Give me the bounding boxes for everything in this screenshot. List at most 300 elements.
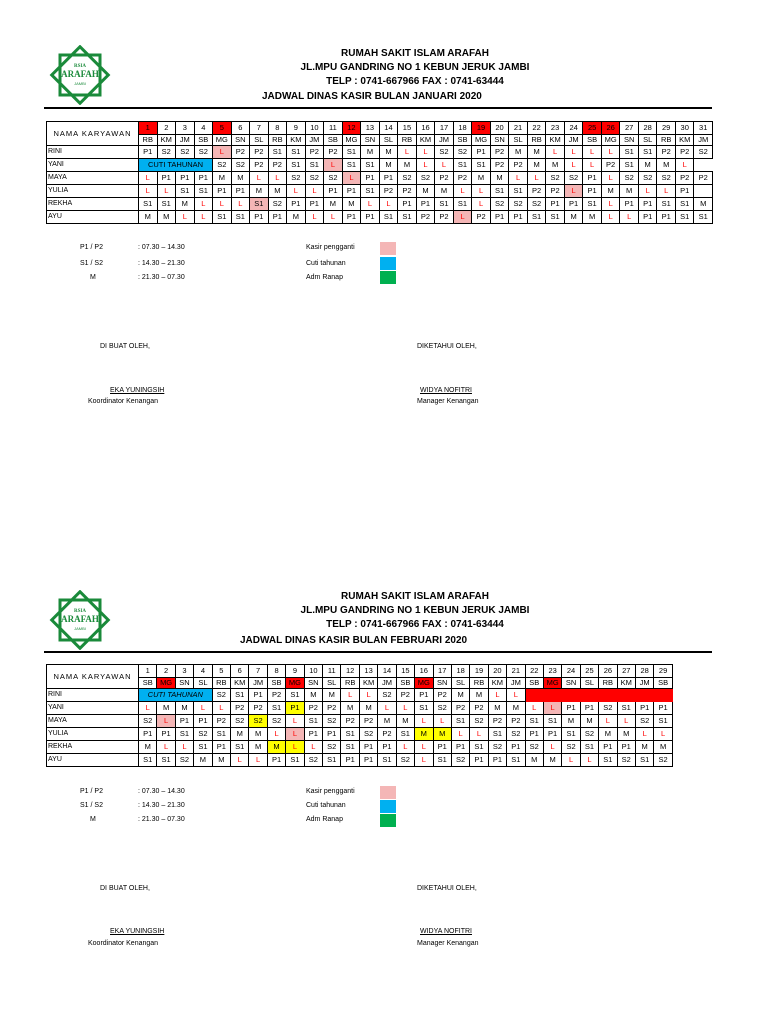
shift-cell: S1 bbox=[396, 728, 414, 741]
shift-cell: P2 bbox=[488, 715, 506, 728]
shift-cell: S1 bbox=[157, 754, 175, 767]
header-rule bbox=[44, 651, 712, 653]
shift-cell: M bbox=[527, 159, 546, 172]
shift-cell: L bbox=[213, 146, 232, 159]
shift-cell: M bbox=[599, 728, 617, 741]
shift-cell: P1 bbox=[583, 172, 602, 185]
day-cell: KM bbox=[675, 135, 694, 146]
hospital-name: RUMAH SAKIT ISLAM ARAFAH bbox=[341, 591, 489, 602]
date-cell: 8 bbox=[267, 665, 285, 678]
shift-cell: M bbox=[323, 689, 341, 702]
shift-cell: S2 bbox=[470, 715, 488, 728]
day-cell: SL bbox=[194, 678, 212, 689]
shift-cell: L bbox=[359, 689, 377, 702]
made-by-name: EKA YUNINGSIH bbox=[110, 928, 165, 935]
shift-cell: P1 bbox=[472, 146, 491, 159]
shift-cell: P1 bbox=[378, 741, 396, 754]
shift-cell: P1 bbox=[433, 741, 451, 754]
date-cell: 16 bbox=[415, 665, 433, 678]
shift-cell: S1 bbox=[635, 754, 653, 767]
shift-cell: M bbox=[583, 211, 602, 224]
shift-cell: S1 bbox=[527, 211, 546, 224]
shift-cell: P2 bbox=[324, 146, 343, 159]
day-cell: SN bbox=[231, 135, 250, 146]
shift-cell: M bbox=[490, 172, 509, 185]
shift-cell: P1 bbox=[451, 741, 469, 754]
shift-cell: L bbox=[415, 754, 433, 767]
shift-cell: P1 bbox=[525, 728, 543, 741]
shift-cell: P2 bbox=[378, 728, 396, 741]
shift-cell: L bbox=[342, 172, 361, 185]
employee-name: RINI bbox=[47, 689, 139, 702]
shift-cell: P2 bbox=[675, 172, 694, 185]
shift-cell: P1 bbox=[304, 728, 322, 741]
shift-cell: P2 bbox=[267, 689, 285, 702]
day-cell: RB bbox=[139, 135, 158, 146]
day-cell: SL bbox=[250, 135, 269, 146]
date-cell: 18 bbox=[451, 665, 469, 678]
employee-row bbox=[47, 211, 713, 224]
shift-cell: S1 bbox=[415, 702, 433, 715]
date-cell: 1 bbox=[139, 122, 158, 135]
employee-name: YANI bbox=[47, 159, 139, 172]
shift-cell: M bbox=[416, 185, 435, 198]
shift-cell: M bbox=[396, 715, 414, 728]
shift-cell: P1 bbox=[213, 185, 232, 198]
shift-cell: M bbox=[527, 146, 546, 159]
date-cell: 17 bbox=[435, 122, 454, 135]
shift-cell: L bbox=[287, 185, 306, 198]
known-by-role: Manager Kenangan bbox=[417, 940, 479, 947]
legend-code: P1 / P2 bbox=[80, 788, 103, 795]
shift-cell: P1 bbox=[617, 741, 635, 754]
employee-row bbox=[47, 146, 713, 159]
shift-cell: P1 bbox=[249, 689, 267, 702]
shift-cell: L bbox=[194, 211, 213, 224]
made-by-role: Koordinator Kenangan bbox=[88, 398, 159, 405]
shift-cell: S1 bbox=[213, 211, 232, 224]
shift-cell: M bbox=[304, 689, 322, 702]
day-cell: SL bbox=[323, 678, 341, 689]
shift-cell: S1 bbox=[286, 754, 304, 767]
shift-cell: S2 bbox=[324, 172, 343, 185]
day-cell: KM bbox=[157, 135, 176, 146]
shift-cell: L bbox=[657, 185, 676, 198]
shift-cell: P1 bbox=[507, 741, 525, 754]
legend-code: P1 / P2 bbox=[80, 244, 103, 251]
day-cell: SN bbox=[361, 135, 380, 146]
shift-cell: P1 bbox=[139, 728, 157, 741]
shift-cell: L bbox=[601, 172, 620, 185]
shift-cell: L bbox=[415, 741, 433, 754]
date-cell: 6 bbox=[231, 665, 249, 678]
shift-cell: P1 bbox=[564, 198, 583, 211]
shift-cell: S2 bbox=[157, 146, 176, 159]
shift-cell: M bbox=[620, 185, 639, 198]
shift-cell: M bbox=[341, 702, 359, 715]
day-cell: RB bbox=[398, 135, 417, 146]
date-cell: 9 bbox=[286, 665, 304, 678]
shift-cell: L bbox=[231, 198, 250, 211]
day-cell: MG bbox=[543, 678, 561, 689]
shift-cell: S2 bbox=[525, 741, 543, 754]
name-column-header: NAMA KARYAWAN bbox=[47, 122, 139, 146]
date-cell: 10 bbox=[304, 665, 322, 678]
date-cell: 20 bbox=[490, 122, 509, 135]
shift-cell: P1 bbox=[361, 172, 380, 185]
date-cell: 17 bbox=[433, 665, 451, 678]
shift-cell: P1 bbox=[324, 185, 343, 198]
shift-cell: L bbox=[398, 146, 417, 159]
day-cell: SB bbox=[194, 135, 213, 146]
employee-row bbox=[47, 702, 673, 715]
shift-cell: L bbox=[139, 702, 157, 715]
date-cell: 10 bbox=[305, 122, 324, 135]
shift-cell bbox=[599, 689, 617, 702]
shift-cell: P2 bbox=[453, 172, 472, 185]
day-cell: JM bbox=[564, 135, 583, 146]
shift-cell: S2 bbox=[416, 172, 435, 185]
shift-cell: S2 bbox=[490, 198, 509, 211]
day-cell: RB bbox=[470, 678, 488, 689]
shift-cell: S2 bbox=[398, 172, 417, 185]
shift-cell: L bbox=[564, 146, 583, 159]
shift-cell: L bbox=[396, 741, 414, 754]
logo-star-icon bbox=[42, 590, 118, 650]
date-cell: 27 bbox=[617, 665, 635, 678]
date-cell: 16 bbox=[416, 122, 435, 135]
shift-cell: P1 bbox=[157, 728, 175, 741]
legend-label: Cuti tahunan bbox=[306, 802, 346, 809]
hospital-name: RUMAH SAKIT ISLAM ARAFAH bbox=[341, 48, 489, 59]
date-cell: 25 bbox=[583, 122, 602, 135]
shift-cell: M bbox=[212, 754, 230, 767]
date-cell: 9 bbox=[287, 122, 306, 135]
shift-cell: L bbox=[507, 689, 525, 702]
shift-cell: L bbox=[194, 702, 212, 715]
shift-cell: L bbox=[453, 185, 472, 198]
shift-cell: M bbox=[342, 198, 361, 211]
shift-cell: P2 bbox=[433, 689, 451, 702]
made-by-caption: DI BUAT OLEH, bbox=[100, 343, 150, 350]
header-block bbox=[200, 590, 630, 646]
day-cell: SB bbox=[267, 678, 285, 689]
shift-cell: M bbox=[361, 146, 380, 159]
shift-cell: P2 bbox=[675, 146, 694, 159]
shift-cell: S1 bbox=[342, 159, 361, 172]
shift-cell: S1 bbox=[620, 159, 639, 172]
shift-cell: L bbox=[176, 211, 195, 224]
day-cell: MG bbox=[601, 135, 620, 146]
shift-cell: M bbox=[488, 702, 506, 715]
shift-cell: L bbox=[580, 754, 598, 767]
date-cell: 15 bbox=[396, 665, 414, 678]
shift-cell: S2 bbox=[546, 172, 565, 185]
shift-cell: M bbox=[398, 159, 417, 172]
shift-cell: S1 bbox=[287, 159, 306, 172]
shift-cell: S1 bbox=[304, 715, 322, 728]
day-cell: KM bbox=[617, 678, 635, 689]
date-cell: 7 bbox=[250, 122, 269, 135]
shift-cell: P1 bbox=[416, 198, 435, 211]
date-cell: 31 bbox=[694, 122, 713, 135]
shift-cell: P2 bbox=[694, 172, 713, 185]
legend-time: : 07.30 – 14.30 bbox=[138, 788, 185, 795]
hospital-address: JL.MPU GANDRING NO 1 KEBUN JERUK JAMBI bbox=[300, 62, 530, 73]
date-cell: 28 bbox=[635, 665, 653, 678]
employee-name: YULIA bbox=[47, 185, 139, 198]
employee-name: REKHA bbox=[47, 741, 139, 754]
date-row bbox=[47, 122, 713, 135]
shift-cell: L bbox=[157, 185, 176, 198]
shift-cell: L bbox=[415, 715, 433, 728]
shift-cell: L bbox=[599, 715, 617, 728]
shift-cell: M bbox=[617, 728, 635, 741]
shift-cell: M bbox=[324, 198, 343, 211]
shift-cell: P2 bbox=[231, 702, 249, 715]
day-cell: RB bbox=[212, 678, 230, 689]
day-cell: SL bbox=[509, 135, 528, 146]
date-cell: 18 bbox=[453, 122, 472, 135]
shift-cell: L bbox=[583, 146, 602, 159]
shift-cell: S1 bbox=[620, 146, 639, 159]
date-cell: 24 bbox=[562, 665, 580, 678]
shift-cell: M bbox=[231, 172, 250, 185]
shift-cell: S1 bbox=[139, 754, 157, 767]
shift-cell: S2 bbox=[433, 702, 451, 715]
shift-cell: M bbox=[580, 715, 598, 728]
logo-star-icon bbox=[42, 45, 118, 105]
employee-row bbox=[47, 728, 673, 741]
shift-cell: S1 bbox=[361, 159, 380, 172]
shift-cell: L bbox=[139, 172, 158, 185]
shift-cell: S1 bbox=[583, 198, 602, 211]
shift-cell: L bbox=[341, 689, 359, 702]
shift-cell: P1 bbox=[176, 172, 195, 185]
shift-cell: M bbox=[268, 185, 287, 198]
shift-cell: M bbox=[654, 741, 672, 754]
shift-cell: S1 bbox=[488, 728, 506, 741]
shift-cell: P1 bbox=[267, 754, 285, 767]
shift-cell bbox=[580, 689, 598, 702]
shift-cell: P1 bbox=[323, 728, 341, 741]
legend-time: : 07.30 – 14.30 bbox=[138, 244, 185, 251]
day-cell: KM bbox=[488, 678, 506, 689]
shift-cell: M bbox=[213, 172, 232, 185]
shift-cell: P1 bbox=[231, 185, 250, 198]
shift-cell: L bbox=[583, 159, 602, 172]
date-cell: 12 bbox=[342, 122, 361, 135]
shift-cell: L bbox=[488, 689, 506, 702]
legend-code: M bbox=[90, 816, 96, 823]
shift-cell: M bbox=[472, 172, 491, 185]
shift-cell: L bbox=[638, 185, 657, 198]
shift-cell: S2 bbox=[635, 715, 653, 728]
shift-cell: M bbox=[509, 146, 528, 159]
date-cell: 23 bbox=[546, 122, 565, 135]
shift-cell: S1 bbox=[250, 198, 269, 211]
shift-cell: L bbox=[194, 198, 213, 211]
shift-cell: L bbox=[509, 172, 528, 185]
shift-cell: S2 bbox=[231, 715, 249, 728]
shift-cell: P1 bbox=[583, 185, 602, 198]
shift-cell: L bbox=[231, 754, 249, 767]
shift-cell: P1 bbox=[359, 754, 377, 767]
shift-cell: S1 bbox=[286, 689, 304, 702]
shift-cell: S1 bbox=[453, 159, 472, 172]
shift-cell: S2 bbox=[176, 146, 195, 159]
shift-cell: M bbox=[415, 728, 433, 741]
shift-cell: M bbox=[601, 185, 620, 198]
date-cell: 24 bbox=[564, 122, 583, 135]
date-cell: 5 bbox=[212, 665, 230, 678]
shift-cell bbox=[562, 689, 580, 702]
shift-cell: L bbox=[601, 198, 620, 211]
day-cell: SB bbox=[396, 678, 414, 689]
shift-cell: P2 bbox=[601, 159, 620, 172]
shift-cell: S2 bbox=[323, 741, 341, 754]
shift-cell: L bbox=[564, 185, 583, 198]
shift-cell: S2 bbox=[451, 754, 469, 767]
shift-cell: S1 bbox=[451, 715, 469, 728]
shift-cell: L bbox=[601, 211, 620, 224]
shift-cell: S2 bbox=[507, 728, 525, 741]
shift-cell: P2 bbox=[396, 689, 414, 702]
shift-cell: S1 bbox=[435, 198, 454, 211]
shift-cell: P1 bbox=[157, 172, 176, 185]
shift-cell: P2 bbox=[470, 702, 488, 715]
shift-cell: M bbox=[638, 159, 657, 172]
shift-cell: P2 bbox=[435, 172, 454, 185]
schedule-table bbox=[46, 121, 713, 224]
shift-cell: P2 bbox=[416, 211, 435, 224]
shift-cell: S2 bbox=[268, 198, 287, 211]
shift-cell: L bbox=[472, 198, 491, 211]
hospital-phone: TELP : 0741-667966 FAX : 0741-63444 bbox=[326, 619, 504, 630]
shift-cell: P1 bbox=[654, 702, 672, 715]
shift-cell: P1 bbox=[638, 211, 657, 224]
shift-cell: M bbox=[379, 159, 398, 172]
shift-cell: M bbox=[359, 702, 377, 715]
shift-cell: S1 bbox=[562, 728, 580, 741]
shift-cell: L bbox=[324, 211, 343, 224]
shift-cell: L bbox=[470, 728, 488, 741]
shift-cell: P1 bbox=[488, 754, 506, 767]
shift-cell: P1 bbox=[286, 702, 304, 715]
shift-cell: S2 bbox=[396, 754, 414, 767]
shift-cell: L bbox=[527, 172, 546, 185]
shift-cell: S2 bbox=[527, 198, 546, 211]
shift-cell: S2 bbox=[638, 172, 657, 185]
shift-cell: S1 bbox=[157, 198, 176, 211]
shift-cell: L bbox=[379, 198, 398, 211]
shift-cell: S1 bbox=[675, 198, 694, 211]
shift-cell: S2 bbox=[694, 146, 713, 159]
shift-cell: S1 bbox=[657, 198, 676, 211]
shift-cell: S2 bbox=[249, 715, 267, 728]
shift-cell: L bbox=[213, 198, 232, 211]
shift-cell: S2 bbox=[617, 754, 635, 767]
date-cell: 14 bbox=[378, 665, 396, 678]
shift-cell: P1 bbox=[305, 198, 324, 211]
made-by-role: Koordinator Kenangan bbox=[88, 940, 159, 947]
shift-cell: L bbox=[617, 715, 635, 728]
shift-cell bbox=[654, 689, 672, 702]
shift-cell: P1 bbox=[287, 198, 306, 211]
shift-cell: P2 bbox=[507, 715, 525, 728]
shift-cell: S2 bbox=[304, 754, 322, 767]
date-cell: 19 bbox=[470, 665, 488, 678]
shift-cell: P1 bbox=[657, 211, 676, 224]
shift-cell: P1 bbox=[341, 754, 359, 767]
shift-cell: S2 bbox=[359, 728, 377, 741]
shift-cell: S1 bbox=[490, 185, 509, 198]
day-cell: SN bbox=[620, 135, 639, 146]
shift-cell: M bbox=[267, 741, 285, 754]
shift-cell: L bbox=[675, 159, 694, 172]
day-cell: RB bbox=[657, 135, 676, 146]
shift-cell: S2 bbox=[231, 159, 250, 172]
header-rule bbox=[44, 107, 712, 109]
shift-cell: M bbox=[176, 198, 195, 211]
shift-cell: P1 bbox=[398, 198, 417, 211]
shift-cell: L bbox=[175, 741, 193, 754]
date-cell: 3 bbox=[176, 122, 195, 135]
day-cell: KM bbox=[287, 135, 306, 146]
shift-cell: P2 bbox=[490, 146, 509, 159]
day-cell: SN bbox=[562, 678, 580, 689]
shift-cell: L bbox=[435, 159, 454, 172]
shift-cell: P1 bbox=[562, 702, 580, 715]
day-cell: KM bbox=[359, 678, 377, 689]
shift-cell: S1 bbox=[323, 754, 341, 767]
day-cell: SL bbox=[451, 678, 469, 689]
day-cell: RB bbox=[599, 678, 617, 689]
shift-cell: S1 bbox=[654, 715, 672, 728]
shift-cell: P2 bbox=[509, 159, 528, 172]
shift-cell: P1 bbox=[638, 198, 657, 211]
day-cell: SB bbox=[453, 135, 472, 146]
shift-cell: L bbox=[305, 211, 324, 224]
legend-label: Cuti tahunan bbox=[306, 260, 346, 267]
hospital-logo bbox=[42, 590, 118, 650]
shift-cell: S1 bbox=[433, 754, 451, 767]
day-cell: MG bbox=[157, 678, 175, 689]
shift-cell: S2 bbox=[620, 172, 639, 185]
leave-cell: CUTI TAHUNAN bbox=[139, 689, 213, 702]
day-row bbox=[47, 135, 713, 146]
day-cell: RB bbox=[341, 678, 359, 689]
date-cell: 3 bbox=[175, 665, 193, 678]
shift-cell: M bbox=[657, 159, 676, 172]
shift-cell: S2 bbox=[323, 715, 341, 728]
shift-cell: M bbox=[287, 211, 306, 224]
shift-cell: P1 bbox=[212, 741, 230, 754]
date-cell: 26 bbox=[601, 122, 620, 135]
hospital-logo bbox=[42, 45, 118, 105]
shift-cell: L bbox=[324, 159, 343, 172]
shift-cell: L bbox=[157, 715, 175, 728]
date-cell: 6 bbox=[231, 122, 250, 135]
shift-cell: S1 bbox=[378, 754, 396, 767]
date-cell: 2 bbox=[157, 665, 175, 678]
shift-cell: S1 bbox=[212, 728, 230, 741]
date-cell: 8 bbox=[268, 122, 287, 135]
day-cell: JM bbox=[507, 678, 525, 689]
legend-swatch-blue bbox=[380, 257, 396, 270]
shift-cell: S2 bbox=[212, 689, 230, 702]
shift-cell bbox=[694, 185, 713, 198]
